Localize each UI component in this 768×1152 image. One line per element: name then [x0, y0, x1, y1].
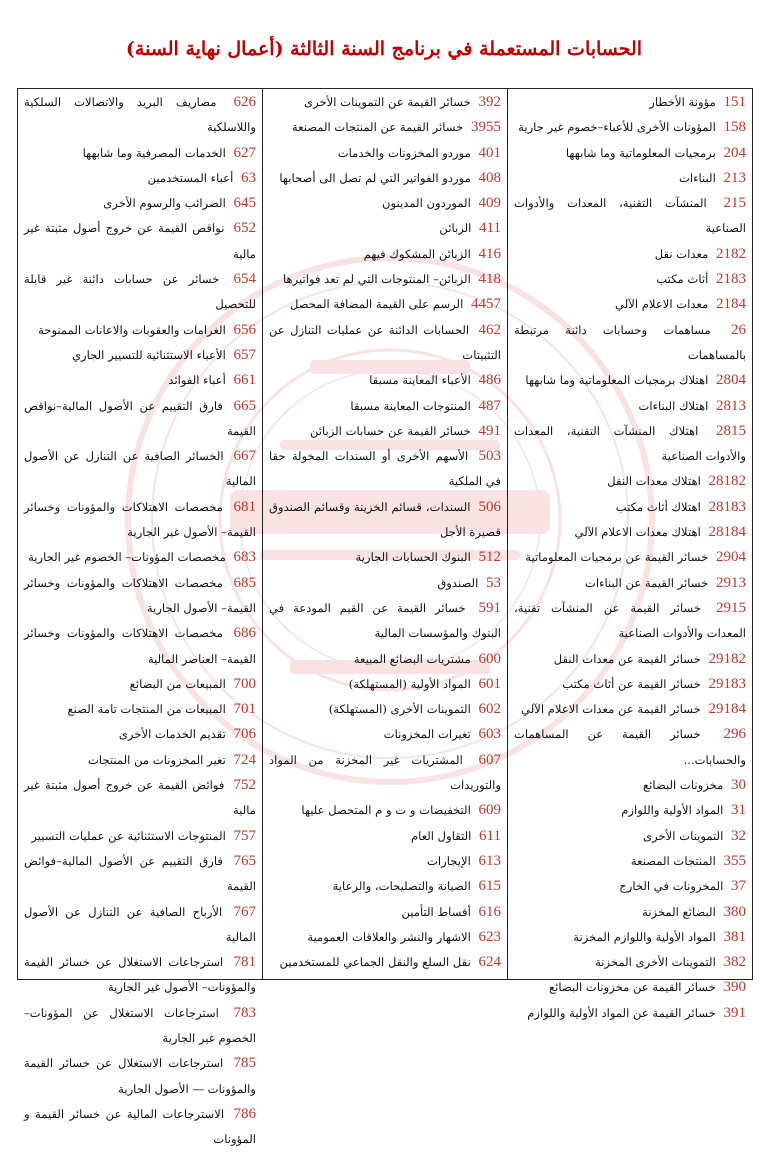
account-label: خسائر عن حسابات دائنة غير قابلة للتحصيل	[24, 272, 256, 312]
account-entry	[24, 748, 256, 773]
account-label: اهتلاك معدات الاعلام الآلي	[574, 525, 701, 540]
account-code: 204	[723, 144, 746, 161]
account-label: أعباء الفوائد	[168, 373, 226, 388]
account-entry	[24, 495, 256, 546]
account-entry	[269, 596, 501, 647]
account-label: المنشآت التقنية، المعدات والأدوات الصناعية	[514, 196, 746, 236]
account-code: 29182	[708, 650, 746, 667]
account-code: 661	[233, 372, 256, 389]
account-code: 63	[241, 169, 256, 186]
account-entry	[514, 419, 746, 470]
account-code: 613	[478, 852, 501, 869]
account-entry	[24, 571, 256, 622]
account-code: 783	[233, 1004, 256, 1021]
account-label: اهتلاك البناءات	[638, 398, 709, 413]
account-code: 601	[478, 675, 501, 692]
account-code: 2183	[716, 271, 746, 288]
accounts-column-3	[18, 89, 262, 1147]
account-code: 390	[723, 979, 746, 996]
page-title: الحسابات المستعملة في برنامج السنة الثالثة (أعمال نهاية السنة)	[125, 38, 643, 60]
account-entry	[514, 571, 746, 596]
account-code: 382	[723, 954, 746, 971]
account-code: 724	[233, 751, 256, 768]
account-code: 53	[486, 574, 501, 591]
account-code: 626	[233, 94, 257, 110]
account-label: الإيجارات	[427, 853, 471, 868]
account-code: 624	[478, 954, 501, 971]
account-label: الزبائن المشكوك فيهم	[363, 246, 471, 261]
account-entry	[514, 722, 746, 773]
account-entry	[514, 318, 746, 369]
account-code: 392	[478, 94, 501, 110]
account-code: 213	[723, 169, 746, 186]
account-entry	[24, 444, 256, 495]
account-label: مخصصات الاهتلاكات والمؤونات وخسائر القيمة– الأصول غير الجارية	[24, 499, 256, 540]
account-label: تقديم الخدمات الأخرى	[118, 727, 226, 742]
account-entry	[24, 621, 256, 672]
account-code: 686	[233, 625, 257, 642]
account-label: الاسترجاعات المالية عن خسائر القيمة و المؤونات	[24, 1106, 256, 1147]
account-code: 700	[233, 675, 256, 692]
account-label: المواد الأولية واللوازم	[621, 803, 724, 818]
account-entry	[269, 267, 501, 292]
account-label: اهتلاك المنشآت التقنية، المعدات والأدوات الصناعية	[514, 423, 746, 464]
account-label: التموينات الأخرى (المستهلكة)	[328, 702, 471, 717]
account-label: مخزونات البضائع	[643, 778, 724, 793]
account-label: مشتريات البضائع المبيعة	[353, 651, 471, 666]
account-entry	[24, 141, 256, 166]
account-label: تغير المخزونات من المنتجات	[88, 752, 226, 767]
account-label: خسائر القيمة عن المنشآت تقنية، المعدات والأدوات الصناعية	[514, 600, 746, 641]
accounts-table	[17, 88, 753, 1147]
account-label: فارق التقييم عن الأصول المالية–نواقص القيمة	[24, 398, 256, 438]
account-code: 4457	[471, 296, 501, 313]
account-label: المواد الأولية واللوازم المخزنة	[573, 929, 716, 944]
account-code: 409	[478, 195, 501, 212]
account-code: 623	[478, 928, 501, 945]
account-code: 615	[478, 878, 501, 895]
account-label: موردو الفواتير التي لم تصل الى أصحابها	[279, 170, 471, 185]
account-label: الضرائب والرسوم الأخرى	[103, 196, 226, 211]
account-entry	[269, 950, 501, 975]
account-entry	[269, 722, 501, 747]
account-entry	[514, 950, 746, 975]
account-entry	[514, 469, 746, 494]
account-label: خسائر القيمة عن المساهمات والحسابات...	[514, 727, 746, 767]
account-entry	[514, 672, 746, 697]
account-entry	[24, 672, 256, 697]
account-label: استرجاعات الاستغلال عن خسائر القيمة والمؤونات — الأصول الجارية	[24, 1056, 256, 1096]
account-label: تغيرات المخزونات	[383, 727, 471, 742]
account-code: 29184	[708, 701, 746, 718]
account-label: مساهمات وحسابات دائنة مرتبطة بالمساهمات	[514, 322, 746, 362]
account-code: 2182	[716, 245, 746, 262]
account-code: 158	[723, 119, 746, 136]
account-code: 2813	[716, 397, 746, 414]
account-entry	[24, 368, 256, 393]
account-label: استرجاعات الاستغلال عن المؤونات– الخصوم غير الجارية	[24, 1005, 256, 1045]
account-code: 611	[479, 827, 501, 844]
account-code: 2815	[716, 422, 747, 439]
account-code: 602	[478, 701, 501, 718]
account-code: 506	[478, 498, 501, 515]
account-code: 28183	[708, 498, 746, 515]
account-label: خسائر القيمة عن برمجيات المعلوماتية	[525, 550, 709, 565]
account-label: المواد الأولية (المستهلكة)	[348, 676, 471, 691]
account-label: معدات نقل	[654, 246, 709, 261]
account-code: 37	[731, 878, 746, 895]
account-entry	[269, 748, 501, 799]
account-entry	[269, 545, 501, 570]
account-label: البضائع المخزنة	[642, 904, 716, 919]
account-label: خسائر القيمة عن حسابات الزبائن	[309, 423, 471, 438]
account-label: الغرامات والعقوبات والاعانات الممنوحة	[38, 322, 226, 337]
account-entry	[269, 900, 501, 925]
account-code: 706	[233, 726, 256, 743]
account-entry	[514, 849, 746, 874]
account-code: 786	[233, 1105, 256, 1122]
account-label: المنتجات المصنعة	[630, 853, 716, 868]
account-code: 29183	[708, 675, 746, 692]
account-label: مؤونة الأخطار	[649, 95, 716, 109]
account-entry	[24, 343, 256, 368]
account-code: 685	[233, 574, 257, 591]
account-code: 2184	[716, 296, 746, 313]
account-label: السندات، قسائم الخزينة وقسائم الصندوق قصيرة الأجل	[269, 499, 501, 540]
account-entry	[269, 242, 501, 267]
account-entry	[269, 444, 501, 495]
account-code: 503	[478, 448, 502, 465]
account-entry	[24, 773, 256, 824]
account-entry	[269, 647, 501, 672]
account-entry	[269, 419, 501, 444]
account-label: خسائر القيمة عن المنتجات المصنعة	[291, 120, 464, 135]
account-label: خسائر القيمة عن التموينات الأخرى	[304, 95, 471, 109]
account-label: المبيعات من المنتجات تامة الصنع	[67, 702, 226, 717]
account-label: نواقص القيمة عن خروج أصول مثبتة غير مالية	[24, 221, 256, 261]
account-code: 785	[233, 1055, 257, 1072]
account-label: الصندوق	[437, 575, 479, 590]
account-code: 28184	[708, 524, 746, 541]
account-label: برمجيات المعلوماتية وما شابهها	[565, 145, 716, 160]
account-label: اهتلاك برمجيات المعلوماتية وما شابهها	[525, 373, 709, 388]
account-label: المؤونات الأخرى للأعباء–خصوم غير جارية	[518, 120, 716, 135]
account-code: 32	[731, 827, 746, 844]
account-entry	[24, 394, 256, 445]
account-entry	[514, 1001, 746, 1026]
account-entry	[269, 368, 501, 393]
account-entry	[514, 697, 746, 722]
account-label: خسائر القيمة عن القيم المودعة في البنوك والمؤسسات المالية	[269, 600, 501, 641]
account-code: 765	[233, 852, 256, 869]
account-entry	[269, 798, 501, 823]
account-code: 2915	[716, 599, 746, 616]
account-code: 616	[478, 903, 501, 920]
account-code: 30	[731, 777, 746, 794]
account-entry	[514, 925, 746, 950]
account-code: 28182	[708, 473, 746, 490]
account-entry	[514, 596, 746, 647]
account-entry	[269, 90, 501, 115]
account-entry	[269, 495, 501, 546]
account-label: معدات الاعلام الآلي	[615, 297, 709, 312]
account-label: الأعباء المعاينة مسبقا	[369, 373, 471, 388]
account-label: أعباء المستخدمين	[147, 170, 234, 185]
account-entry	[514, 267, 746, 292]
account-label: نقل السلع والنقل الجماعي للمستخدمين	[279, 955, 471, 970]
account-entry	[24, 166, 256, 191]
account-entry	[269, 697, 501, 722]
account-entry	[24, 1051, 256, 1102]
account-code: 401	[478, 144, 501, 161]
account-entry	[24, 267, 256, 318]
account-entry	[514, 394, 746, 419]
account-label: الأسهم الأخرى أو السندات المخولة حقا في الملكية	[269, 449, 501, 489]
account-entry	[24, 191, 256, 216]
account-label: الرسم على القيمة المضافة المحصل	[289, 297, 464, 312]
account-code: 411	[479, 220, 501, 237]
account-label: فارق التقييم عن الأصول المالية–فوائض القيمة	[24, 853, 256, 894]
account-code: 462	[478, 321, 501, 338]
account-entry	[24, 849, 256, 900]
account-label: الاشهار والنشر والعلاقات العمومية	[307, 929, 471, 944]
account-code: 609	[478, 802, 501, 819]
account-code: 654	[233, 271, 256, 288]
account-label: الأعباء الاستثنائية للتسيير الجاري	[71, 347, 226, 362]
account-label: المشتريات غير المخزنة من المواد والتوريدات	[269, 752, 501, 793]
account-label: الموردون المدينون	[382, 196, 471, 211]
account-label: مخصصات المؤونات– الخصوم غير الجارية	[28, 550, 226, 565]
account-label: فوائض القيمة عن خروج أصول مثبتة غير مالية	[24, 778, 256, 818]
account-code: 215	[723, 195, 746, 212]
account-entry	[24, 216, 256, 267]
account-code: 667	[233, 448, 256, 465]
account-code: 665	[233, 397, 256, 414]
account-code: 491	[478, 422, 501, 439]
account-entry	[24, 722, 256, 747]
account-code: 701	[233, 701, 256, 718]
account-code: 31	[731, 802, 746, 819]
account-entry	[269, 874, 501, 899]
account-entry	[514, 495, 746, 520]
account-label: خسائر القيمة عن البناءات	[584, 575, 709, 590]
account-code: 418	[478, 271, 501, 288]
account-entry	[514, 900, 746, 925]
account-label: الخدمات المصرفية وما شابهها	[82, 145, 226, 160]
account-code: 627	[233, 144, 256, 161]
account-label: الزبائن– المنتوجات التي لم تعد فواتيرها	[282, 272, 471, 287]
account-code: 752	[233, 777, 256, 794]
account-label: اهتلاك أثاث مكتب	[615, 499, 701, 514]
account-code: 26	[731, 321, 747, 338]
account-entry	[514, 242, 746, 267]
account-entry	[269, 216, 501, 241]
account-entry	[24, 90, 256, 141]
account-entry	[269, 141, 501, 166]
account-code: 767	[233, 903, 256, 920]
account-label: التقاول العام	[410, 828, 472, 843]
account-code: 781	[233, 954, 257, 971]
account-code: 512	[478, 549, 501, 566]
account-entry	[514, 520, 746, 545]
account-label: خسائر القيمة عن معدات الاعلام الآلي	[521, 702, 701, 717]
account-code: 2904	[716, 549, 746, 566]
account-code: 603	[478, 726, 501, 743]
account-label: خسائر القيمة عن مخزونات البضائع	[549, 980, 716, 995]
account-label: المبيعات من البضائع	[129, 676, 226, 691]
account-label: خسائر القيمة عن معدات النقل	[553, 651, 701, 666]
account-label: المخزونات في الخارج	[619, 879, 724, 894]
account-code: 486	[478, 372, 501, 389]
account-label: أقساط التأمين	[401, 904, 471, 919]
account-code: 607	[478, 751, 502, 768]
account-entry	[24, 1001, 256, 1052]
account-entry	[269, 672, 501, 697]
account-entry	[269, 571, 501, 596]
account-code: 296	[723, 726, 746, 743]
account-code: 757	[233, 827, 256, 844]
account-entry	[514, 368, 746, 393]
account-code: 3955	[471, 119, 501, 136]
account-code: 2804	[716, 372, 746, 389]
account-entry	[269, 849, 501, 874]
account-entry	[514, 874, 746, 899]
account-entry	[269, 191, 501, 216]
account-label: مصاريف البريد والاتصالات السلكية واللاسلكية	[24, 95, 256, 135]
accounts-column-2	[262, 89, 507, 979]
account-label: موردو المخزونات والخدمات	[337, 145, 471, 160]
account-code: 355	[723, 852, 746, 869]
account-label: التموينات الأخرى	[643, 828, 724, 843]
account-entry	[24, 545, 256, 570]
account-entry	[269, 394, 501, 419]
account-entry	[514, 90, 746, 115]
account-entry	[269, 925, 501, 950]
account-entry	[24, 697, 256, 722]
account-label: الخسائر الصافية عن التنازل عن الأصول المالية	[24, 449, 256, 489]
account-entry	[514, 166, 746, 191]
account-label: الزبائن	[439, 221, 472, 236]
account-code: 652	[233, 220, 256, 237]
account-entry	[24, 950, 256, 1001]
account-label: البناءات	[678, 170, 716, 185]
account-entry	[514, 191, 746, 242]
account-entry	[269, 115, 501, 140]
account-entry	[269, 166, 501, 191]
account-entry	[514, 975, 746, 1000]
account-entry	[514, 292, 746, 317]
account-label: أثاث مكتب	[656, 272, 709, 287]
account-entry	[269, 824, 501, 849]
account-label: التموينات الأخرى المخزنة	[595, 955, 716, 970]
account-code: 380	[723, 903, 746, 920]
account-code: 487	[478, 397, 501, 414]
account-label: مخصصات الاهتلاكات والمؤونات وخسائر القيمة– الأصول الجارية	[24, 575, 256, 615]
account-code: 656	[233, 321, 256, 338]
account-code: 681	[233, 498, 257, 515]
account-entry	[24, 824, 256, 849]
account-code: 591	[478, 599, 502, 616]
account-code: 391	[723, 1004, 746, 1021]
account-label: اهتلاك معدات النقل	[607, 474, 701, 489]
account-code: 151	[723, 94, 746, 110]
account-entry	[514, 545, 746, 570]
account-entry	[24, 1102, 256, 1152]
account-entry	[514, 141, 746, 166]
account-entry	[514, 824, 746, 849]
account-code: 645	[233, 195, 256, 212]
account-code: 657	[233, 346, 256, 363]
account-entry	[514, 798, 746, 823]
account-label: المنتوجات المعاينة مسبقا	[350, 398, 471, 413]
account-label: البنوك الحسابات الجارية	[355, 550, 471, 565]
account-code: 381	[723, 928, 746, 945]
account-code: 600	[478, 650, 501, 667]
account-label: خسائر القيمة عن المواد الأولية واللوازم	[527, 1005, 716, 1020]
account-label: استرجاعات الاستغلال عن خسائر القيمة والمؤونات– الأصول غير الجارية	[24, 955, 256, 995]
accounts-column-1	[507, 89, 752, 1021]
account-label: الحسابات الدائنة عن عمليات التنازل عن التثبيتات	[269, 322, 501, 362]
account-label: الأرباح الصافية عن التنازل عن الأصول المالية	[24, 904, 256, 944]
account-code: 408	[478, 169, 501, 186]
account-entry	[514, 647, 746, 672]
account-entry	[269, 292, 501, 317]
account-entry	[24, 318, 256, 343]
account-entry	[514, 773, 746, 798]
account-entry	[269, 318, 501, 369]
account-entry	[24, 900, 256, 951]
account-label: المنتوجات الاستثنائية عن عمليات التسيير	[31, 828, 226, 843]
account-code: 683	[233, 549, 256, 566]
account-label: الصيانة والتصليحات، والرعاية	[332, 879, 471, 894]
account-label: خسائر القيمة عن أثاث مكتب	[562, 676, 701, 691]
account-entry	[514, 115, 746, 140]
account-label: مخصصات الاهتلاكات والمؤونات وخسائر القيمة– العناصر المالية	[24, 626, 256, 666]
account-code: 2913	[716, 574, 746, 591]
account-code: 416	[478, 245, 501, 262]
account-label: التخفيضات و ت و م المتحصل عليها	[301, 803, 471, 818]
